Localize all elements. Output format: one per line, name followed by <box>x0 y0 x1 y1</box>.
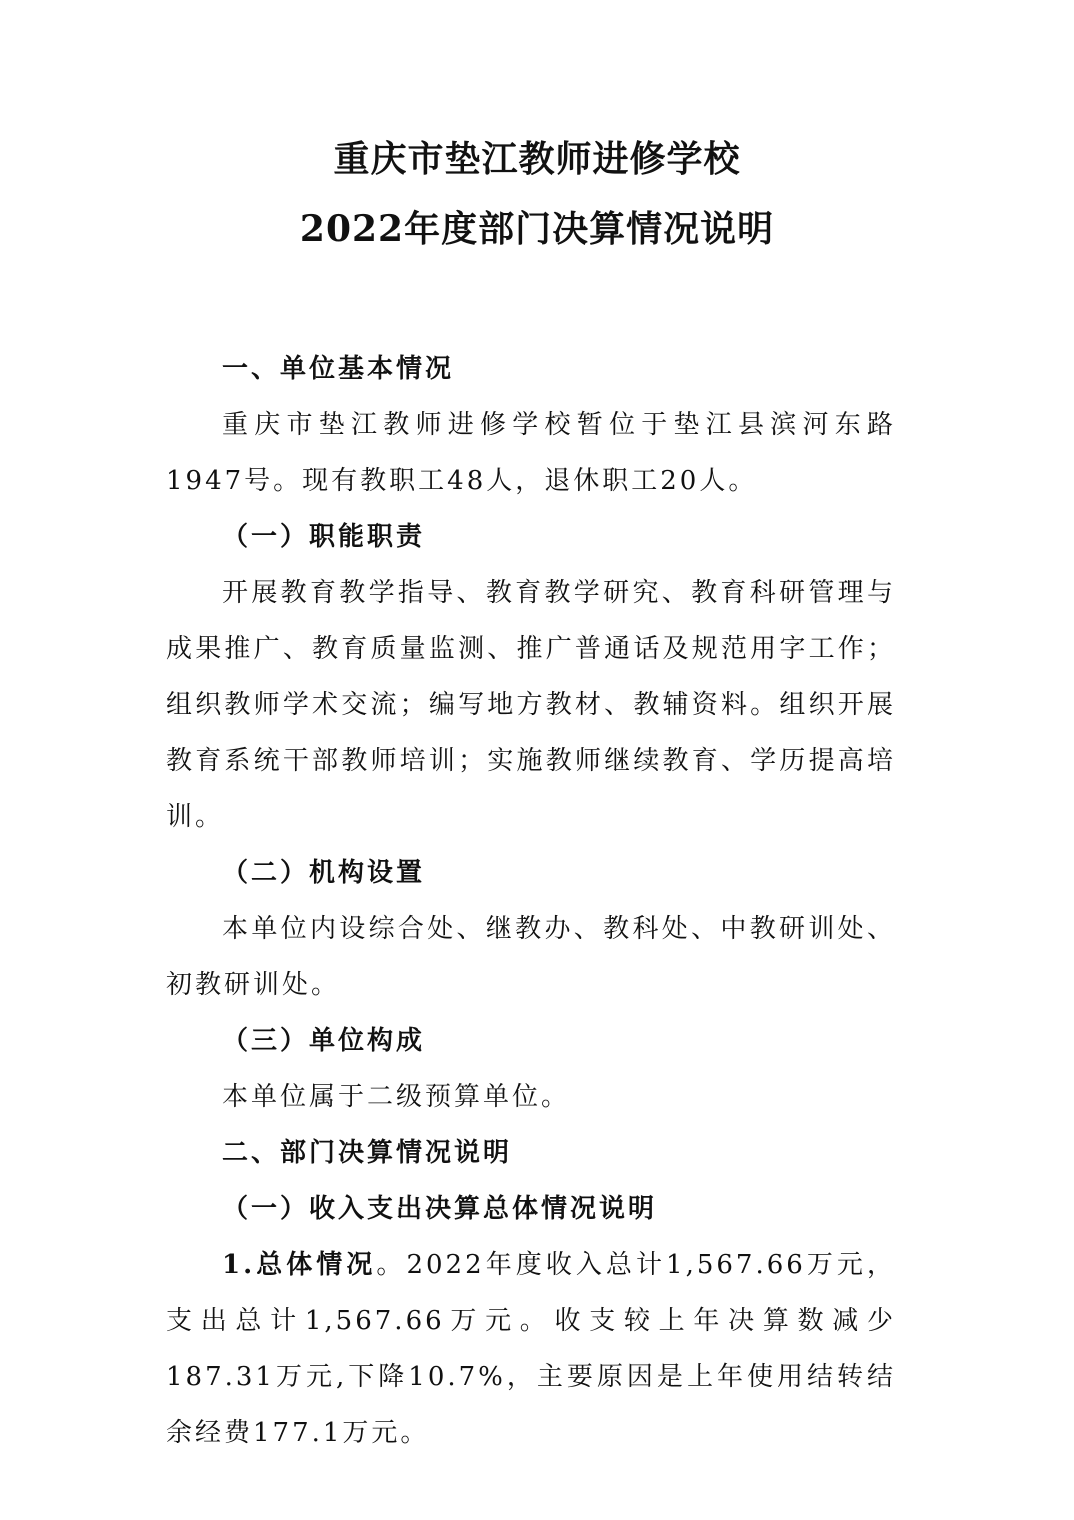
paragraph-basic-info: 重庆市垫江教师进修学校暂位于垫江县滨河东路1947号。现有教职工48人，退休职工20人。 <box>166 410 896 496</box>
subsection-heading-composition: （三）单位构成 <box>222 1026 426 1056</box>
document-title-line1: 重庆市垫江教师进修学校 <box>333 138 741 180</box>
paragraph-organization: 本单位内设综合处、继教办、教科处、中教研训处、初教研训处。 <box>166 914 896 1000</box>
document-title-line2: 2022年度部门决算情况说明 <box>299 208 775 250</box>
subsection-heading-income-expense: （一）收入支出决算总体情况说明 <box>222 1194 658 1224</box>
subsection-heading-organization: （二）机构设置 <box>222 858 426 888</box>
paragraph-functions: 开展教育教学指导、教育教学研究、教育科研管理与成果推广、教育质量监测、推广普通话及规范用字工作；组织教师学术交流；编写地方教材、教辅资料。组织开展教育系统干部教师培训；实施教师继续教育、学历提高培训。 <box>166 578 896 832</box>
section-heading-final-accounts: 二、部门决算情况说明 <box>222 1138 513 1168</box>
overall-lead: 1.总体情况 <box>222 1250 377 1280</box>
document-body <box>166 341 896 1461</box>
paragraph-composition: 本单位属于二级预算单位。 <box>222 1082 571 1112</box>
section-heading-basic-info: 一、单位基本情况 <box>222 354 455 384</box>
overall-text: 。2022年度收入总计1,567.66万元，支出总计1,567.66万元。收支较上年决算数减少187.31万元,下降10.7%，主要原因是上年使用结转结余经费177.1万元。 <box>166 1250 896 1448</box>
paragraph-overall <box>166 1237 896 1461</box>
subsection-heading-functions: （一）职能职责 <box>222 522 426 552</box>
